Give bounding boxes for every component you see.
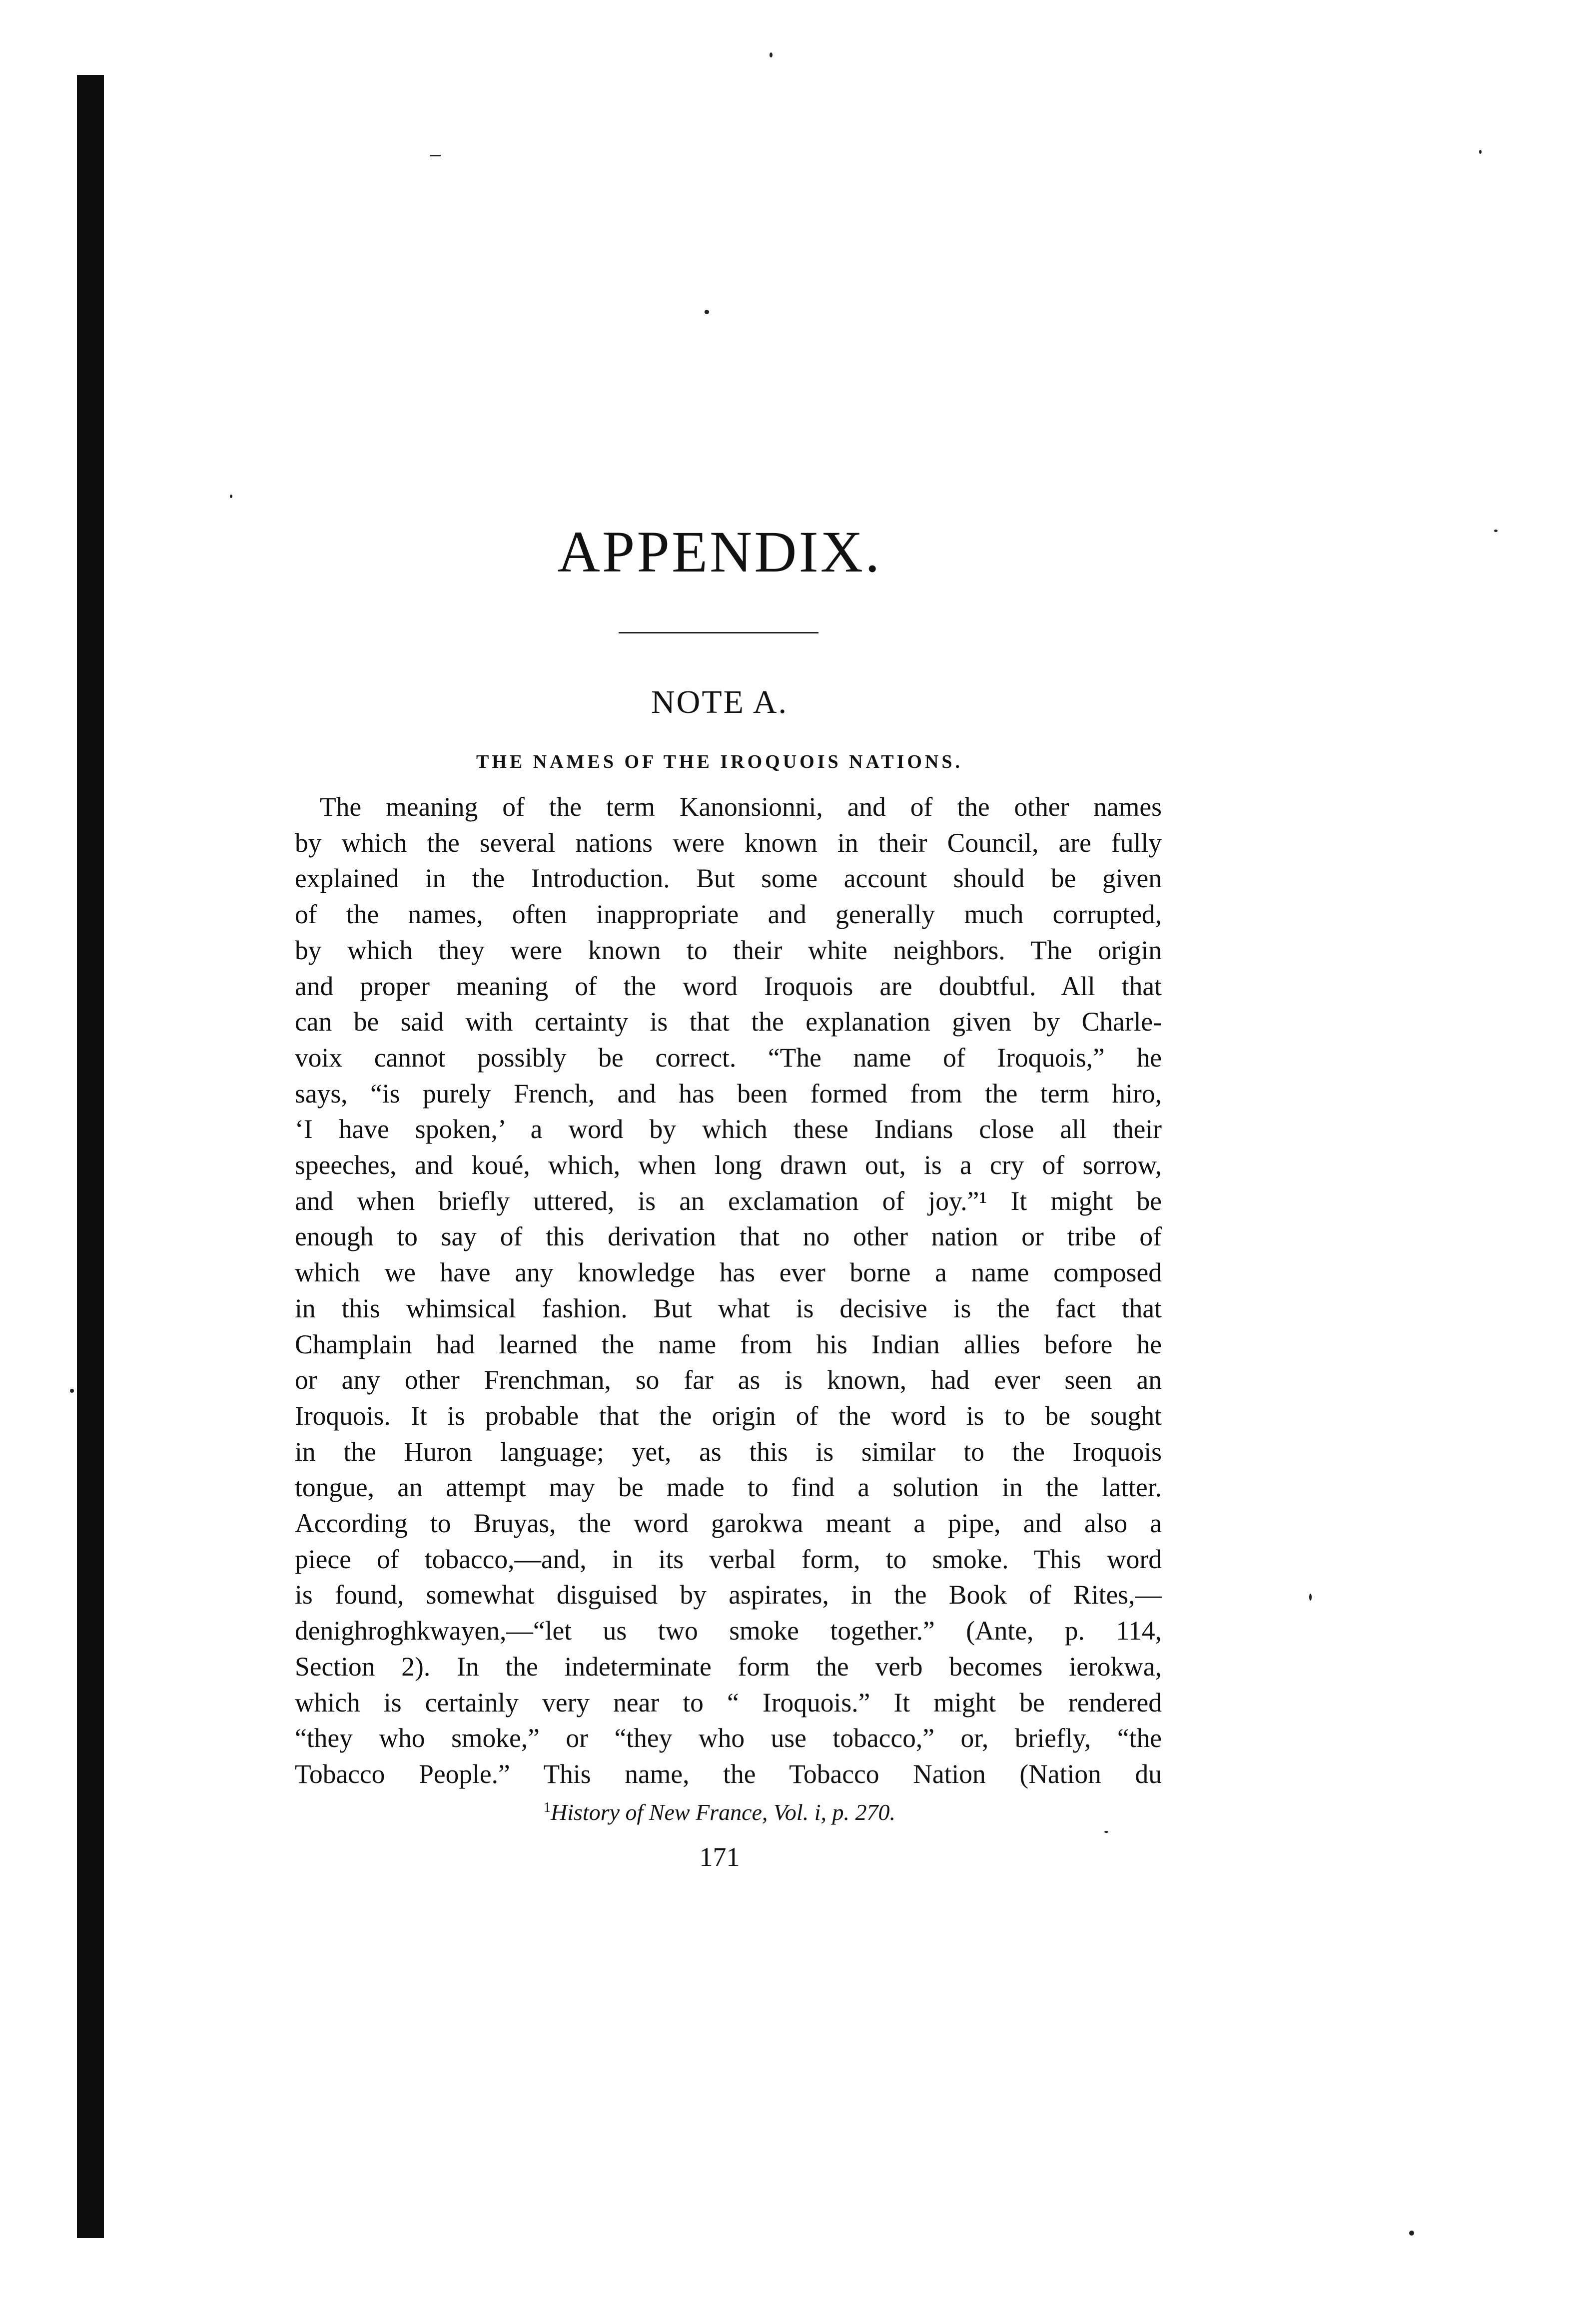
heading-rule bbox=[619, 632, 818, 633]
body-line: can be said with certainty is that the explanation given by Charle- bbox=[295, 1007, 1162, 1037]
note-title: NOTE A. bbox=[651, 684, 788, 720]
body-line: explained in the Introduction. But some account should be given bbox=[295, 863, 1162, 894]
body-line: Iroquois. It is probable that the origin of the word is to be sought bbox=[295, 1400, 1162, 1431]
body-line: by which the several nations were known in their Council, are fully bbox=[295, 827, 1162, 858]
body-line: or any other Frenchman, so far as is known, had ever seen an bbox=[295, 1365, 1162, 1395]
body-line: and when briefly uttered, is an exclamation of joy.”¹ It might be bbox=[295, 1185, 1162, 1216]
body-line: piece of tobacco,—and, in its verbal form, to smoke. This word bbox=[295, 1544, 1162, 1574]
body-line: denighroghkwayen,—“let us two smoke together.” (Ante, p. 114, bbox=[295, 1616, 1162, 1646]
body-line: According to Bruyas, the word garokwa meant a pipe, and also a bbox=[295, 1508, 1162, 1539]
body-line: in this whimsical fashion. But what is decisive is the fact that bbox=[295, 1293, 1162, 1323]
binding-edge bbox=[77, 75, 104, 2238]
body-text bbox=[295, 789, 1162, 1792]
body-line: says, “is purely French, and has been formed from the term hiro, bbox=[295, 1078, 1162, 1109]
body-line: in the Huron language; yet, as this is similar to the Iroquois bbox=[295, 1436, 1162, 1467]
scan-speck bbox=[705, 310, 709, 314]
body-line: ‘I have spoken,’ a word by which these Indians close all their bbox=[295, 1114, 1162, 1145]
scan-speck bbox=[1494, 530, 1498, 532]
body-line: enough to say of this derivation that no other nation or tribe of bbox=[295, 1221, 1162, 1252]
scan-speck bbox=[770, 52, 773, 57]
footnote-text: History of New France, Vol. i, p. 270. bbox=[551, 1799, 895, 1825]
body-line: is found, somewhat disguised by aspirates, in the Book of Rites,— bbox=[295, 1580, 1162, 1610]
scan-speck bbox=[1409, 2231, 1414, 2236]
footnote bbox=[0, 1798, 1439, 1826]
scan-speck bbox=[1479, 150, 1482, 154]
scan-speck bbox=[230, 495, 232, 498]
body-line: The meaning of the term Kanonsionni, and of the other names bbox=[320, 792, 1162, 822]
scan-speck bbox=[1104, 1831, 1108, 1833]
body-line: Champlain had learned the name from his Indian allies before he bbox=[295, 1329, 1162, 1359]
body-line: speeches, and koué, which, when long drawn out, is a cry of sorrow, bbox=[295, 1150, 1162, 1180]
body-line: of the names, often inappropriate and generally much corrupted, bbox=[295, 899, 1162, 930]
body-line: which we have any knowledge has ever borne a name composed bbox=[295, 1257, 1162, 1288]
page-number: 171 bbox=[699, 1842, 740, 1872]
body-line: by which they were known to their white neighbors. The origin bbox=[295, 935, 1162, 965]
footnote-marker: 1 bbox=[544, 1800, 551, 1815]
scan-speck bbox=[70, 1389, 74, 1393]
body-line: Tobacco People.” This name, the Tobacco Nation (Nation du bbox=[295, 1758, 1162, 1789]
body-line: which is certainly very near to “ Iroquois.” It might be rendered bbox=[295, 1687, 1162, 1718]
body-line: tongue, an attempt may be made to find a solution in the latter. bbox=[295, 1472, 1162, 1503]
body-line: Section 2). In the indeterminate form the verb becomes ierokwa, bbox=[295, 1651, 1162, 1682]
page-heading: APPENDIX. bbox=[557, 519, 882, 584]
body-line: and proper meaning of the word Iroquois are doubtful. All that bbox=[295, 971, 1162, 1001]
section-title: THE NAMES OF THE IROQUOIS NATIONS. bbox=[476, 751, 963, 772]
scan-speck bbox=[430, 155, 441, 156]
body-line: “they who smoke,” or “they who use tobacco,” or, briefly, “the bbox=[295, 1723, 1162, 1753]
body-line: voix cannot possibly be correct. “The name of Iroquois,” he bbox=[295, 1042, 1162, 1073]
scan-speck bbox=[1309, 1594, 1312, 1601]
